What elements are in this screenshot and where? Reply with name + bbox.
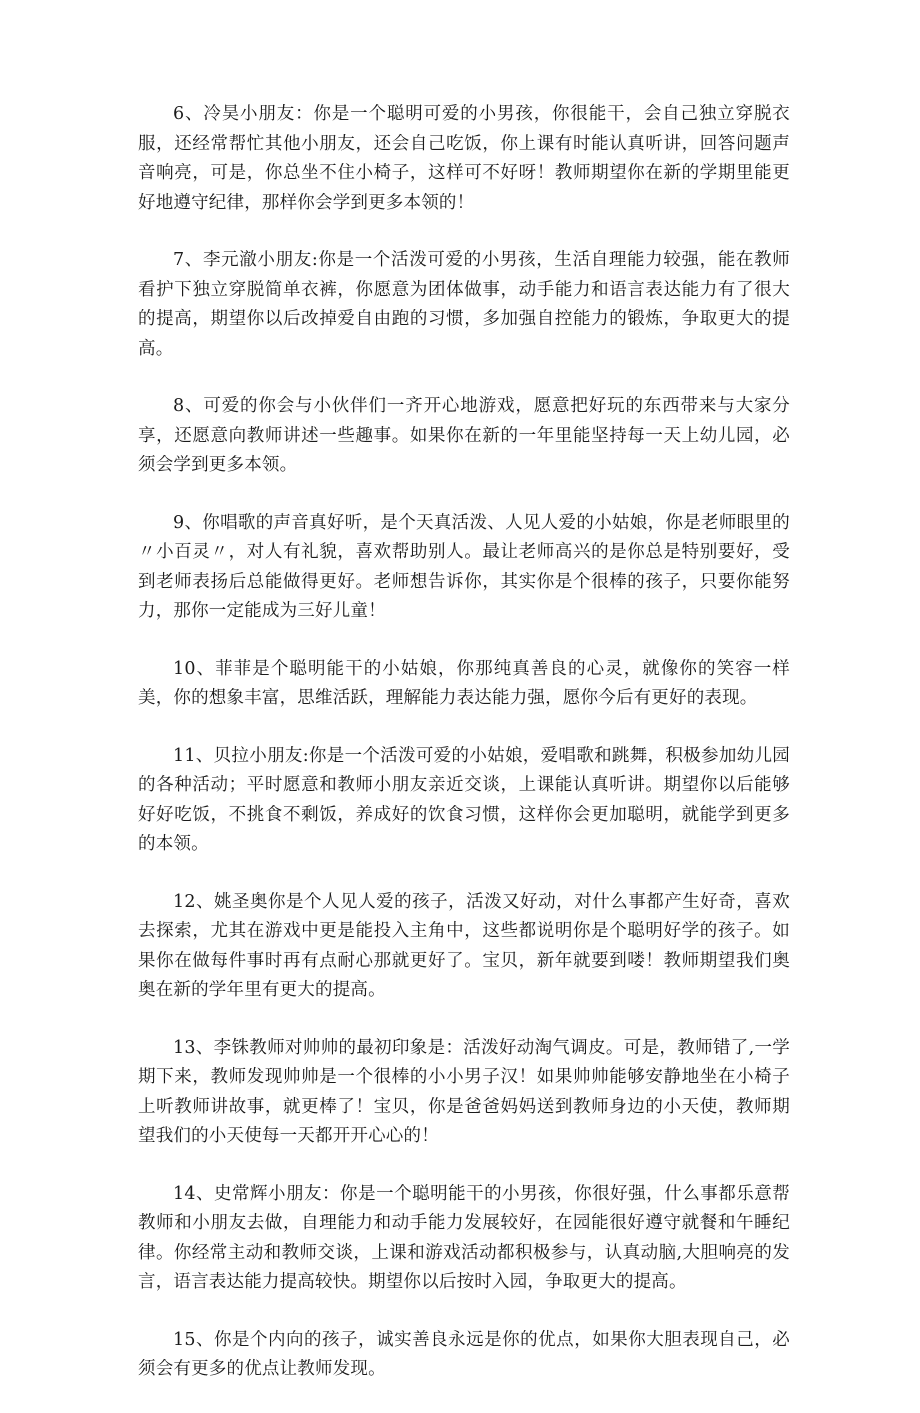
paragraph-9: 9、你唱歌的声音真好听，是个天真活泼、人见人爱的小姑娘，你是老师眼里的〃小百灵〃，对人有礼貌，喜欢帮助别人。最让老师高兴的是你总是特别要好，受到老师表扬后总能做得更好。老师想告诉你，其实你是个很棒的孩子，只要你能努力，那你一定能成为三好儿童！	[138, 512, 790, 621]
document-body	[138, 100, 790, 1413]
paragraph-8: 8、可爱的你会与小伙伴们一齐开心地游戏，愿意把好玩的东西带来与大家分享，还愿意向教师讲述一些趣事。如果你在新的一年里能坚持每一天上幼儿园，必须会学到更多本领。	[138, 396, 790, 475]
paragraph-11: 11、贝拉小朋友:你是一个活泼可爱的小姑娘，爱唱歌和跳舞，积极参加幼儿园的各种活动；平时愿意和教师小朋友亲近交谈，上课能认真听讲。期望你以后能够好好吃饭，不挑食不剩饭，养成好的饮食习惯，这样你会更加聪明，就能学到更多的本领。	[138, 745, 790, 854]
paragraph-6: 6、冷昊小朋友：你是一个聪明可爱的小男孩，你很能干，会自己独立穿脱衣服，还经常帮忙其他小朋友，还会自己吃饭，你上课有时能认真听讲，回答问题声音响亮，可是，你总坐不住小椅子，这样可不好呀！教师期望你在新的学期里能更好地遵守纪律，那样你会学到更多本领的！	[138, 104, 790, 213]
paragraph-12: 12、姚圣奥你是个人见人爱的孩子，活泼又好动，对什么事都产生好奇，喜欢去探索，尤其在游戏中更是能投入主角中，这些都说明你是个聪明好学的孩子。如果你在做每件事时再有点耐心那就更好了。宝贝，新年就要到喽！教师期望我们奥奥在新的学年里有更大的提高。	[138, 891, 790, 1000]
paragraph-15: 15、你是个内向的孩子，诚实善良永远是你的优点，如果你大胆表现自己，必须会有更多的优点让教师发现。	[138, 1329, 790, 1379]
paragraph-10: 10、菲菲是个聪明能干的小姑娘，你那纯真善良的心灵，就像你的笑容一样美，你的想象丰富，思维活跃，理解能力表达能力强，愿你今后有更好的表现。	[138, 658, 790, 708]
paragraph-13: 13、李铢教师对帅帅的最初印象是：活泼好动淘气调皮。可是，教师错了,一学期下来，教师发现帅帅是一个很棒的小小男子汉！如果帅帅能够安静地坐在小椅子上听教师讲故事，就更棒了！宝贝，你是爸爸妈妈送到教师身边的小天使，教师期望我们的小天使每一天都开开心心的！	[138, 1037, 790, 1146]
paragraph-14: 14、史常辉小朋友：你是一个聪明能干的小男孩，你很好强，什么事都乐意帮教师和小朋友去做，自理能力和动手能力发展较好，在园能很好遵守就餐和午睡纪律。你经常主动和教师交谈，上课和游戏活动都积极参与，认真动脑,大胆响亮的发言，语言表达能力提高较快。期望你以后按时入园，争取更大的提高。	[138, 1183, 790, 1292]
paragraph-7: 7、李元澈小朋友:你是一个活泼可爱的小男孩，生活自理能力较强，能在教师看护下独立穿脱简单衣裤，你愿意为团体做事，动手能力和语言表达能力有了很大的提高，期望你以后改掉爱自由跑的习惯，多加强自控能力的锻炼，争取更大的提高。	[138, 250, 790, 359]
